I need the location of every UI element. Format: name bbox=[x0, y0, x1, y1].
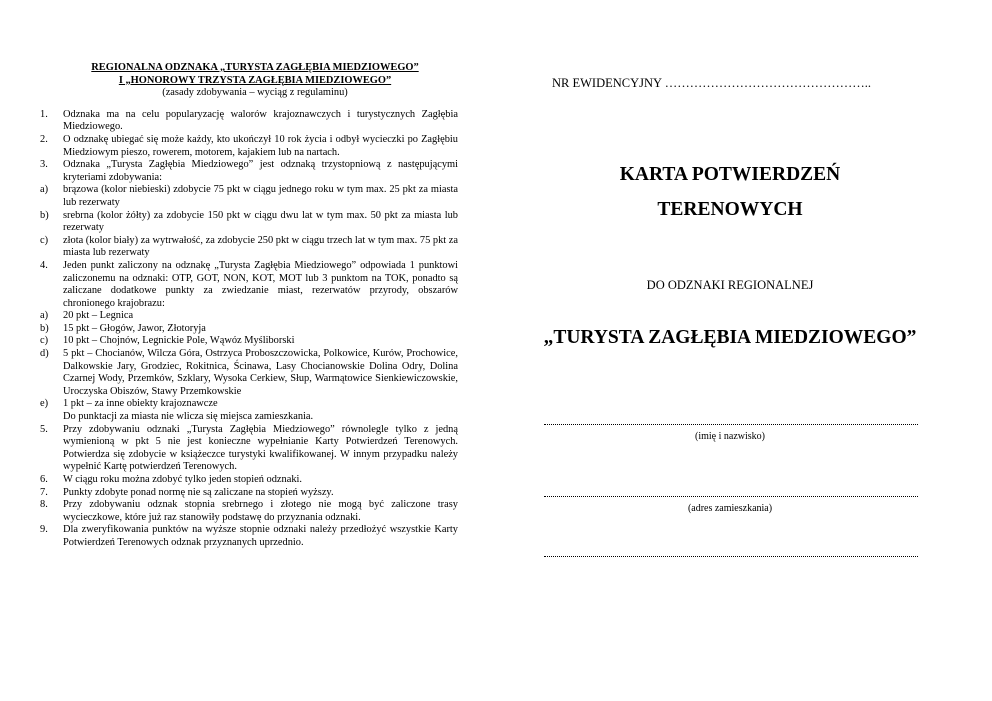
rule-marker: 3. bbox=[40, 159, 48, 171]
rule-marker: b) bbox=[40, 209, 49, 221]
rule-marker: a) bbox=[40, 310, 49, 322]
rule-marker: 2. bbox=[40, 133, 48, 145]
rule-marker: b) bbox=[40, 322, 49, 334]
rules-subtitle: (zasady zdobywania – wyciąg z regulaminu) bbox=[162, 87, 348, 99]
rule-text: 1 pkt – za inne obiekty krajoznawcze bbox=[63, 398, 218, 410]
rule-marker: 4. bbox=[40, 259, 48, 271]
name-line[interactable] bbox=[544, 424, 918, 425]
rule-text: 20 pkt – Legnica bbox=[63, 310, 134, 322]
rules-title-line-2: I „HONOROWY TRZYSTA ZAGŁĘBIA MIEDZIOWEGO” bbox=[118, 74, 392, 86]
rule-marker: 5. bbox=[40, 423, 48, 435]
rule-item bbox=[40, 210, 458, 235]
rule-item bbox=[40, 487, 458, 500]
rules-list bbox=[40, 109, 458, 550]
rule-item bbox=[40, 134, 458, 159]
badge-name: „TURYSTA ZAGŁĘBIA MIEDZIOWEGO” bbox=[543, 327, 917, 348]
rule-marker: 1. bbox=[40, 108, 48, 120]
rule-item bbox=[40, 323, 458, 336]
extra-line[interactable] bbox=[544, 556, 918, 557]
rule-item bbox=[40, 335, 458, 348]
rule-item bbox=[40, 499, 458, 524]
rule-text: Odznaka „Turysta Zagłębia Miedziowego” jest odznaką trzystopniową z następującymi kryteriami zdobywania: bbox=[63, 159, 458, 183]
address-line[interactable] bbox=[544, 496, 918, 497]
card-title-line-1: KARTA POTWIERDZEŃ bbox=[619, 164, 841, 185]
rule-marker: d) bbox=[40, 348, 49, 360]
card-subtitle: DO ODZNAKI REGIONALNEJ bbox=[646, 278, 814, 292]
rule-text: srebrna (kolor żółty) za zdobycie 150 pkt w ciągu dwu lat w tym max. 50 pkt za miasta lub rezerwaty bbox=[63, 209, 458, 234]
rule-marker: c) bbox=[40, 335, 49, 347]
rule-item bbox=[40, 184, 458, 209]
registration-number: NR EWIDENCYJNY ………………………………………….. bbox=[552, 76, 871, 90]
rule-item bbox=[40, 474, 458, 487]
rule-item bbox=[40, 109, 458, 134]
rule-marker: 8. bbox=[40, 499, 48, 511]
rule-item bbox=[40, 348, 458, 398]
rule-text: Dla zweryfikowania punktów na wyższe stopnie odznaki należy przedłożyć wszystkie Karty Potwierdzeń Terenowych odznak przyznanych uprzednio. bbox=[63, 524, 458, 548]
rule-marker: 6. bbox=[40, 474, 48, 485]
rule-item bbox=[40, 424, 458, 474]
rule-note: Do punktacji za miasta nie wlicza się miejsca zamieszkania. bbox=[63, 411, 314, 423]
rule-text: Przy zdobywaniu odznak stopnia srebrnego i złotego nie mogą być zaliczone trasy wycieczkowe, które już raz stanowiły podstawę do przyznania odznaki. bbox=[63, 499, 458, 523]
rule-item bbox=[40, 524, 458, 549]
rule-text: 5 pkt – Chocianów, Wilcza Góra, Ostrzyca Proboszczowicka, Polkowice, Kurów, Prochowice, Dalkowskie Jary, Grodziec, Rokitnica, Ścinawa, Lasy Chocianowskie Dolina Odry, Dolina Czarnej Wody, Przemków, Szklary, Wysoka Cerkiew, Słup, Warmątowice Sienkiewiczowskie, Uroczyska Obiszów, Stawy Przemkowskie bbox=[63, 348, 458, 397]
rule-item bbox=[40, 398, 458, 423]
rule-text: O odznakę ubiegać się może każdy, kto ukończył 10 rok życia i odbył wycieczki po Zagłębiu Miedziowym pieszo, rowerem, motorem, kajakiem lub na nartach. bbox=[63, 133, 458, 158]
rules-column bbox=[40, 62, 458, 550]
rule-text: brązowa (kolor niebieski) zdobycie 75 pkt w ciągu jednego roku w tym max. 25 pkt za miasta lub rezerwaty bbox=[63, 184, 458, 208]
rule-text: Punkty zdobyte ponad normę nie są zaliczane na stopień wyższy. bbox=[63, 486, 334, 498]
rule-marker: 7. bbox=[40, 486, 48, 498]
rules-header bbox=[52, 62, 458, 100]
rule-marker: c) bbox=[40, 234, 49, 246]
rule-text: Odznaka ma na celu popularyzację walorów krajoznawczych i turystycznych Zagłębia Miedziowego. bbox=[63, 108, 458, 133]
rule-marker: e) bbox=[40, 398, 49, 410]
rule-text: 15 pkt – Głogów, Jawor, Złotoryja bbox=[63, 322, 206, 334]
rule-marker: a) bbox=[40, 184, 49, 196]
rule-item bbox=[40, 235, 458, 260]
rule-item bbox=[40, 260, 458, 310]
rule-text: Przy zdobywaniu odznaki „Turysta Zagłębia Miedziowego” równolegle tylko z jedną wymienioną w pkt 5 nie jest konieczne wypełnianie Karty Potwierdzeń Terenowych. Potwierdza się zdobycie w książeczce turystyki kwalifikowanej. W innym przypadku należy wypełnić Kartę potwierdzeń Terenowych. bbox=[63, 423, 458, 473]
rule-item bbox=[40, 159, 458, 184]
rule-text: złota (kolor biały) za wytrwałość, za zdobycie 250 pkt w ciągu trzech lat w tym max. 75 pkt za miasta lub rezerwaty bbox=[63, 234, 458, 259]
rule-marker: 9. bbox=[40, 524, 48, 536]
rule-text: 10 pkt – Chojnów, Legnickie Pole, Wąwóz Myśliborski bbox=[63, 335, 295, 347]
address-label: (adres zamieszkania) bbox=[687, 503, 773, 514]
rule-text: Jeden punkt zaliczony na odznakę „Turysta Zagłębia Miedziowego” odpowiada 1 punktowi zaliczonemu na odznaki: OTP, GOT, NON, KOT, MOT lub 3 punktom na TOK, ponadto są zaliczane dodatkowe punkty za zwiedzanie miast, rezerwatów przyrody, obszarów chronionego krajobrazu: bbox=[63, 259, 458, 309]
rules-title-line-1: REGIONALNA ODZNAKA „TURYSTA ZAGŁĘBIA MIEDZIOWEGO” bbox=[91, 62, 419, 73]
name-label: (imię i nazwisko) bbox=[695, 431, 765, 442]
card-title-line-2: TERENOWYCH bbox=[657, 199, 803, 220]
rule-text: W ciągu roku można zdobyć tylko jeden stopień odznaki. bbox=[63, 474, 303, 485]
rule-item bbox=[40, 310, 458, 323]
